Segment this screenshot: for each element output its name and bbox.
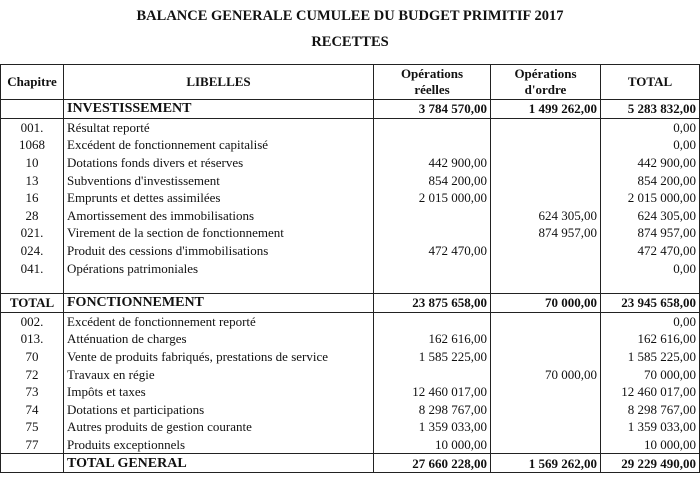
total-cell: 624 305,00 xyxy=(601,207,700,225)
table-row xyxy=(1,348,700,366)
reelles-cell xyxy=(374,259,491,277)
table-row xyxy=(1,365,700,383)
total-cell: 442 900,00 xyxy=(601,154,700,172)
col-ordre-line2: d'ordre xyxy=(524,82,567,97)
budget-table xyxy=(0,64,700,473)
table-row xyxy=(1,171,700,189)
ordre-cell xyxy=(491,136,601,154)
ordre-cell: 624 305,00 xyxy=(491,207,601,225)
ordre-cell xyxy=(491,171,601,189)
ordre-cell xyxy=(491,189,601,207)
reelles-cell xyxy=(374,207,491,225)
libelle-cell: Virement de la section de fonctionnement xyxy=(64,224,374,242)
section-code xyxy=(1,100,64,119)
libelle-cell: Impôts et taxes xyxy=(64,383,374,401)
chapitre-cell: 74 xyxy=(1,401,64,419)
total-cell: 1 585 225,00 xyxy=(601,348,700,366)
total-cell: 70 000,00 xyxy=(601,365,700,383)
libelle-cell: Amortissement des immobilisations xyxy=(64,207,374,225)
chapitre-cell: 1068 xyxy=(1,136,64,154)
libelle-cell: Atténuation de charges xyxy=(64,330,374,348)
table-row xyxy=(1,418,700,436)
spacer-row xyxy=(1,277,700,294)
section-ordre: 70 000,00 xyxy=(491,293,601,312)
page-subtitle: RECETTES xyxy=(311,34,389,50)
table-row xyxy=(1,401,700,419)
section-investissement xyxy=(1,100,700,119)
chapitre-cell: 75 xyxy=(1,418,64,436)
ordre-cell xyxy=(491,154,601,172)
section-code: TOTAL xyxy=(1,293,64,312)
col-total: TOTAL xyxy=(601,65,700,100)
chapitre-cell: 021. xyxy=(1,224,64,242)
libelle-cell: Produit des cessions d'immobilisations xyxy=(64,242,374,260)
empty-cell xyxy=(1,277,64,294)
total-cell: 12 460 017,00 xyxy=(601,383,700,401)
chapitre-cell: 16 xyxy=(1,189,64,207)
chapitre-cell: 024. xyxy=(1,242,64,260)
reelles-cell: 1 585 225,00 xyxy=(374,348,491,366)
ordre-cell xyxy=(491,383,601,401)
reelles-cell: 854 200,00 xyxy=(374,171,491,189)
reelles-cell: 162 616,00 xyxy=(374,330,491,348)
col-reelles-line2: réelles xyxy=(414,82,450,97)
libelle-cell: Vente de produits fabriqués, prestations de service xyxy=(64,348,374,366)
section-label: TOTAL GENERAL xyxy=(64,454,374,473)
total-cell: 2 015 000,00 xyxy=(601,189,700,207)
total-general-row xyxy=(1,454,700,473)
reelles-cell: 10 000,00 xyxy=(374,436,491,454)
ordre-cell xyxy=(491,242,601,260)
chapitre-cell: 002. xyxy=(1,312,64,330)
empty-cell xyxy=(601,277,700,294)
libelle-cell: Produits exceptionnels xyxy=(64,436,374,454)
libelle-cell: Subventions d'investissement xyxy=(64,171,374,189)
total-cell: 0,00 xyxy=(601,136,700,154)
table-row xyxy=(1,207,700,225)
section-reelles: 3 784 570,00 xyxy=(374,100,491,119)
total-cell: 8 298 767,00 xyxy=(601,401,700,419)
section-total: 5 283 832,00 xyxy=(601,100,700,119)
ordre-cell xyxy=(491,312,601,330)
reelles-cell: 12 460 017,00 xyxy=(374,383,491,401)
total-cell: 472 470,00 xyxy=(601,242,700,260)
ordre-cell: 874 957,00 xyxy=(491,224,601,242)
chapitre-cell: 001. xyxy=(1,118,64,136)
reelles-cell xyxy=(374,136,491,154)
section-reelles: 23 875 658,00 xyxy=(374,293,491,312)
total-cell: 0,00 xyxy=(601,312,700,330)
table-row xyxy=(1,259,700,277)
empty-cell xyxy=(64,277,374,294)
section-total: 23 945 658,00 xyxy=(601,293,700,312)
libelle-cell: Autres produits de gestion courante xyxy=(64,418,374,436)
table-row xyxy=(1,136,700,154)
table-row xyxy=(1,154,700,172)
table-row xyxy=(1,118,700,136)
reelles-cell: 1 359 033,00 xyxy=(374,418,491,436)
total-cell: 874 957,00 xyxy=(601,224,700,242)
reelles-cell xyxy=(374,224,491,242)
reelles-cell: 472 470,00 xyxy=(374,242,491,260)
col-ordre-line1: Opérations xyxy=(514,66,577,81)
reelles-cell: 2 015 000,00 xyxy=(374,189,491,207)
table-row xyxy=(1,242,700,260)
ordre-cell xyxy=(491,118,601,136)
chapitre-cell: 013. xyxy=(1,330,64,348)
table-row xyxy=(1,383,700,401)
header-row xyxy=(1,65,700,100)
chapitre-cell: 041. xyxy=(1,259,64,277)
total-cell: 0,00 xyxy=(601,259,700,277)
section-reelles: 27 660 228,00 xyxy=(374,454,491,473)
libelle-cell: Résultat reporté xyxy=(64,118,374,136)
chapitre-cell: 70 xyxy=(1,348,64,366)
ordre-cell: 70 000,00 xyxy=(491,365,601,383)
chapitre-cell: 13 xyxy=(1,171,64,189)
ordre-cell xyxy=(491,418,601,436)
total-cell: 10 000,00 xyxy=(601,436,700,454)
libelle-cell: Excédent de fonctionnement reporté xyxy=(64,312,374,330)
total-cell: 0,00 xyxy=(601,118,700,136)
libelle-cell: Excédent de fonctionnement capitalisé xyxy=(64,136,374,154)
col-libelles: LIBELLES xyxy=(64,65,374,100)
table-body xyxy=(1,100,700,473)
libelle-cell: Travaux en régie xyxy=(64,365,374,383)
section-total: 29 229 490,00 xyxy=(601,454,700,473)
ordre-cell xyxy=(491,348,601,366)
reelles-cell xyxy=(374,312,491,330)
col-reelles xyxy=(374,65,491,100)
ordre-cell xyxy=(491,401,601,419)
chapitre-cell: 73 xyxy=(1,383,64,401)
ordre-cell xyxy=(491,436,601,454)
section-ordre: 1 569 262,00 xyxy=(491,454,601,473)
ordre-cell xyxy=(491,259,601,277)
empty-cell xyxy=(374,277,491,294)
chapitre-cell: 77 xyxy=(1,436,64,454)
col-reelles-line1: Opérations xyxy=(400,66,464,81)
col-chapitre: Chapitre xyxy=(1,65,64,100)
total-cell: 1 359 033,00 xyxy=(601,418,700,436)
libelle-cell: Dotations fonds divers et réserves xyxy=(64,154,374,172)
chapitre-cell: 10 xyxy=(1,154,64,172)
reelles-cell xyxy=(374,118,491,136)
reelles-cell: 8 298 767,00 xyxy=(374,401,491,419)
table-row xyxy=(1,436,700,454)
chapitre-cell: 28 xyxy=(1,207,64,225)
ordre-cell xyxy=(491,330,601,348)
libelle-cell: Opérations patrimoniales xyxy=(64,259,374,277)
reelles-cell xyxy=(374,365,491,383)
chapitre-cell: 72 xyxy=(1,365,64,383)
page-title: BALANCE GENERALE CUMULEE DU BUDGET PRIMITIF 2017 xyxy=(136,8,564,24)
reelles-cell: 442 900,00 xyxy=(374,154,491,172)
section-label: INVESTISSEMENT xyxy=(64,100,374,119)
total-cell: 162 616,00 xyxy=(601,330,700,348)
libelle-cell: Emprunts et dettes assimilées xyxy=(64,189,374,207)
empty-cell xyxy=(491,277,601,294)
table-row xyxy=(1,224,700,242)
section-fonctionnement xyxy=(1,293,700,312)
libelle-cell: Dotations et participations xyxy=(64,401,374,419)
col-ordre xyxy=(491,65,601,100)
section-ordre: 1 499 262,00 xyxy=(491,100,601,119)
table-row xyxy=(1,312,700,330)
section-code xyxy=(1,454,64,473)
section-label: FONCTIONNEMENT xyxy=(64,293,374,312)
table-row xyxy=(1,189,700,207)
table-row xyxy=(1,330,700,348)
total-cell: 854 200,00 xyxy=(601,171,700,189)
